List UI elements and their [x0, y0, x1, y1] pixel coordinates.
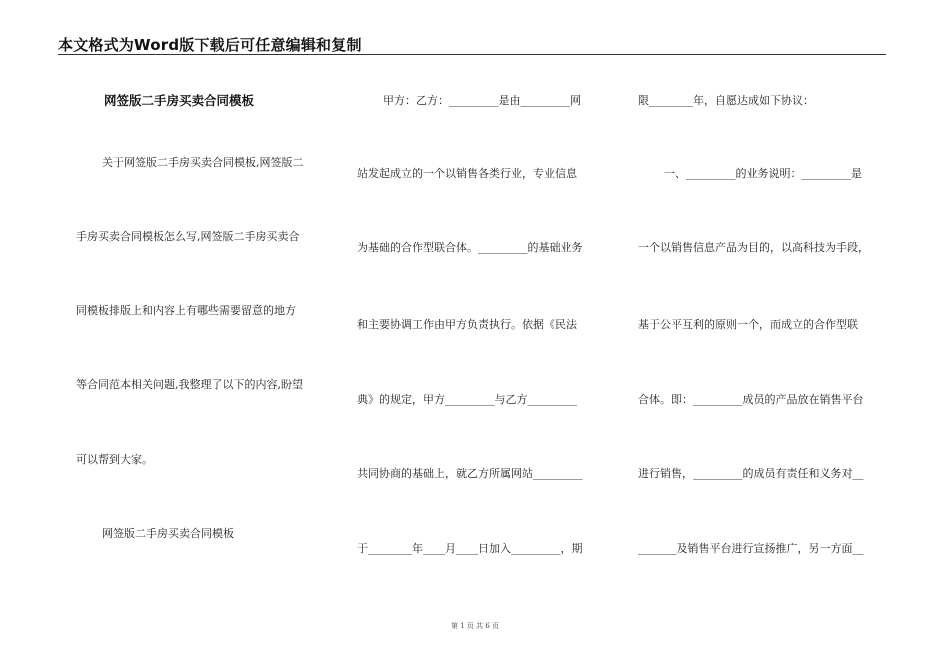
text-line: 典》的规定，甲方_________与乙方_________ — [357, 393, 577, 406]
text-line: _______及销售平台进行宣扬推广，另一方面__ — [638, 542, 864, 555]
text-line: 限________年，自愿达成如下协议： — [638, 94, 814, 107]
text-line: 进行销售，_________的成员有责任和义务对__ — [638, 467, 864, 480]
text-line: 关于网签版二手房买卖合同模板,网签版二 — [102, 156, 304, 169]
text-line: 合体。即：_________成员的产品放在销售平台 — [638, 393, 864, 406]
text-line: 基于公平互利的原则一个，而成立的合作型联 — [638, 318, 858, 331]
text-line: 等合同范本相关问题,我整理了以下的内容,盼望 — [76, 378, 303, 391]
text-line: 甲方：乙方：_________是由_________网 — [383, 94, 581, 107]
text-line: 和主要协调工作由甲方负责执行。依据《民法 — [357, 318, 577, 331]
text-line: 站发起成立的一个以销售各类行业，专业信息 — [357, 167, 577, 180]
text-line: 手房买卖合同模板怎么写,网签版二手房买卖合 — [76, 230, 300, 243]
header-divider — [58, 54, 886, 55]
section-heading: 一、_________的业务说明：_________是 — [664, 167, 862, 180]
page-number: 第 1 页 共 6 页 — [450, 622, 500, 630]
text-line: 于________年____月____日加入_________，期 — [357, 542, 583, 555]
text-line: 一个以销售信息产品为目的，以高科技为手段， — [638, 241, 869, 254]
text-line: 同模板排版上和内容上有哪些需要留意的地方 — [76, 304, 296, 317]
document-title: 网签版二手房买卖合同模板 — [104, 93, 255, 108]
text-line: 共同协商的基础上，就乙方所属网站_________ — [357, 467, 583, 480]
text-line: 为基础的合作型联合体。_________的基础业务 — [357, 241, 583, 254]
section-heading: 网签版二手房买卖合同模板 — [102, 527, 234, 540]
text-line: 可以帮到大家。 — [76, 453, 153, 466]
document-header: 本文格式为Word版下载后可任意编辑和复制 — [58, 36, 362, 54]
